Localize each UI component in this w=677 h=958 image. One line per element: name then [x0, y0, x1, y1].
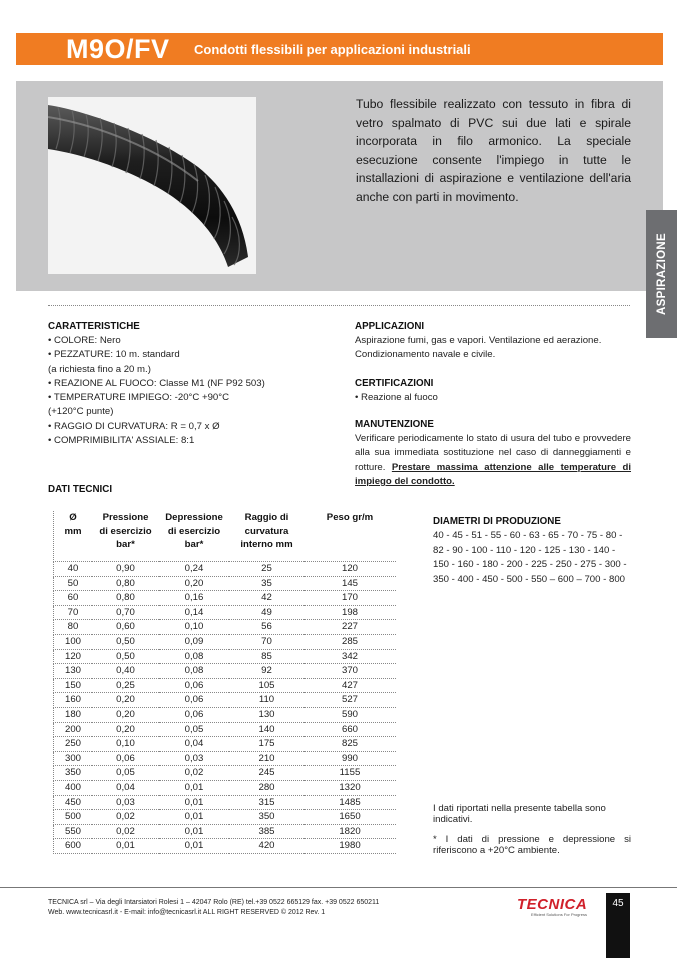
- table-row: [54, 649, 397, 664]
- table-cell: 400: [54, 780, 93, 795]
- table-cell: 280: [229, 780, 304, 795]
- dati-tecnici-section: [48, 483, 112, 497]
- table-cell: 175: [229, 737, 304, 752]
- table-row: [54, 693, 397, 708]
- table-row: [54, 620, 397, 635]
- table-cell: 0,01: [159, 824, 229, 839]
- applicazioni-section: [355, 320, 631, 363]
- table-cell: 0,04: [159, 737, 229, 752]
- table-cell: 0,03: [92, 795, 159, 810]
- table-row: [54, 664, 397, 679]
- table-cell: 0,05: [159, 722, 229, 737]
- table-cell: 0,20: [92, 693, 159, 708]
- column-header-weight: Peso gr/m: [304, 511, 396, 562]
- table-cell: 0,05: [92, 766, 159, 781]
- table-row: [54, 591, 397, 606]
- table-cell: 527: [304, 693, 396, 708]
- table-cell: 0,08: [159, 664, 229, 679]
- table-cell: 0,09: [159, 634, 229, 649]
- certificazioni-title: CERTIFICAZIONI: [355, 378, 434, 389]
- list-item: (+120°C punte): [48, 406, 114, 418]
- hose-image-icon: [48, 97, 256, 274]
- table-cell: 1320: [304, 780, 396, 795]
- column-header-diameter: Ø mm: [54, 511, 93, 562]
- table-cell: 170: [304, 591, 396, 606]
- table-cell: 120: [54, 649, 93, 664]
- caratteristiche-title: CARATTERISTICHE: [48, 321, 140, 332]
- table-cell: 42: [229, 591, 304, 606]
- table-cell: 0,06: [159, 707, 229, 722]
- footer-address: TECNICA srl – Via degli Intarsiatori Rolesi 1 – 42047 Rolo (RE) tel.+39 0522 665129 fax. +39 0522 650211: [48, 899, 380, 906]
- table-cell: 145: [304, 576, 396, 591]
- table-cell: 0,60: [92, 620, 159, 635]
- applicazioni-text: Aspirazione fumi, gas e vapori. Ventilazione ed aerazione. Condizionamento navale e civile.: [355, 335, 602, 361]
- table-body: [54, 562, 397, 854]
- table-cell: 0,20: [92, 707, 159, 722]
- note-pressure: * I dati di pressione e depressione si riferiscono a +20°C ambiente.: [433, 834, 631, 856]
- product-description: Tubo flessibile realizzato con tessuto in fibra di vetro spalmato di PVC sui due lati e spirale incorporata in filo armonico. La speciale esecuzione consente l'impiego in tutte le installazioni di aspirazione e ventilazione dell'aria anche con parti in movimento.: [356, 97, 631, 204]
- section-tab-label: ASPIRAZIONE: [655, 233, 668, 315]
- table-cell: 315: [229, 795, 304, 810]
- table-cell: 110: [229, 693, 304, 708]
- table-row: [54, 839, 397, 854]
- manutenzione-text: [355, 432, 631, 489]
- table-row: [54, 634, 397, 649]
- table-cell: 450: [54, 795, 93, 810]
- table-row: [54, 824, 397, 839]
- table-cell: 70: [54, 605, 93, 620]
- table-row: [54, 722, 397, 737]
- table-cell: 0,20: [92, 722, 159, 737]
- caratteristiche-list: [48, 334, 308, 448]
- table-cell: 70: [229, 634, 304, 649]
- table-cell: 0,02: [159, 766, 229, 781]
- table-cell: 92: [229, 664, 304, 679]
- list-item: • RAGGIO DI CURVATURA: R = 0,7 x Ø: [48, 420, 220, 432]
- table-row: [54, 562, 397, 577]
- table-cell: 120: [304, 562, 396, 577]
- table-cell: 350: [54, 766, 93, 781]
- list-item: • PEZZATURE: 10 m. standard: [48, 349, 180, 361]
- table-cell: 0,70: [92, 605, 159, 620]
- manutenzione-title: MANUTENZIONE: [355, 419, 434, 430]
- table-cell: 180: [54, 707, 93, 722]
- table-cell: 35: [229, 576, 304, 591]
- list-item: (a richiesta fino a 20 m.): [48, 363, 151, 375]
- table-cell: 0,01: [159, 780, 229, 795]
- table-cell: 0,01: [92, 839, 159, 854]
- footer-web: Web. www.tecnicasrl.it - E-mail: info@tecnicasrl.it ALL RIGHT RESERVED © 2012 Rev. 1: [48, 909, 326, 916]
- table-cell: 80: [54, 620, 93, 635]
- table-cell: 385: [229, 824, 304, 839]
- table-cell: 0,02: [92, 810, 159, 825]
- table-cell: 0,20: [159, 576, 229, 591]
- table-cell: 500: [54, 810, 93, 825]
- table-cell: 0,01: [159, 795, 229, 810]
- logo-tagline: Efficient Solutions For Progress: [531, 912, 587, 917]
- column-header-pressure: Pressione di esercizio bar*: [92, 511, 159, 562]
- certificazioni-text: • Reazione al fuoco: [355, 392, 438, 403]
- list-item: • COLORE: Nero: [48, 335, 121, 346]
- table-cell: 50: [54, 576, 93, 591]
- table-cell: 0,02: [92, 824, 159, 839]
- table-cell: 0,01: [159, 839, 229, 854]
- product-subtitle: Condotti flessibili per applicazioni industriali: [194, 42, 471, 57]
- table-cell: 300: [54, 751, 93, 766]
- notes-section: [433, 804, 631, 856]
- table-cell: 1980: [304, 839, 396, 854]
- table-cell: 550: [54, 824, 93, 839]
- footer-contacts: [48, 898, 379, 918]
- table-cell: 427: [304, 678, 396, 693]
- table-row: [54, 751, 397, 766]
- table-cell: 0,80: [92, 591, 159, 606]
- table-cell: 0,90: [92, 562, 159, 577]
- table-cell: 85: [229, 649, 304, 664]
- table-cell: 130: [229, 707, 304, 722]
- intro-panel: [16, 81, 663, 291]
- table-cell: 0,80: [92, 576, 159, 591]
- table-cell: 245: [229, 766, 304, 781]
- applicazioni-title: APPLICAZIONI: [355, 321, 425, 332]
- table-cell: 60: [54, 591, 93, 606]
- page-number: 45: [606, 893, 630, 958]
- table-cell: 0,10: [92, 737, 159, 752]
- table-cell: 342: [304, 649, 396, 664]
- table-cell: 0,16: [159, 591, 229, 606]
- table-cell: 0,50: [92, 649, 159, 664]
- manutenzione-section: [355, 418, 631, 489]
- table-cell: 25: [229, 562, 304, 577]
- caratteristiche-section: [48, 320, 308, 448]
- table-cell: 0,50: [92, 634, 159, 649]
- table-cell: 0,06: [159, 693, 229, 708]
- table-row: [54, 766, 397, 781]
- table-cell: 130: [54, 664, 93, 679]
- hose-photo: [48, 97, 256, 274]
- note-indicative: I dati riportati nella presente tabella sono indicativi.: [433, 803, 606, 825]
- table-cell: 160: [54, 693, 93, 708]
- logo-word: TECNICA: [517, 896, 588, 913]
- table-cell: 1820: [304, 824, 396, 839]
- table-cell: 150: [54, 678, 93, 693]
- table-row: [54, 576, 397, 591]
- column-header-radius: Raggio di curvatura interno mm: [229, 511, 304, 562]
- table-cell: 1155: [304, 766, 396, 781]
- table-cell: 825: [304, 737, 396, 752]
- table-row: [54, 707, 397, 722]
- table-cell: 1485: [304, 795, 396, 810]
- table-cell: 350: [229, 810, 304, 825]
- technical-data-table: [53, 511, 396, 854]
- table-cell: 140: [229, 722, 304, 737]
- table-cell: 100: [54, 634, 93, 649]
- table-cell: 590: [304, 707, 396, 722]
- table-cell: 0,04: [92, 780, 159, 795]
- list-item: • TEMPERATURE IMPIEGO: -20°C +90°C: [48, 392, 230, 404]
- table-row: [54, 678, 397, 693]
- product-code: M9O/FV: [66, 34, 170, 64]
- table-cell: 0,06: [92, 751, 159, 766]
- table-cell: 370: [304, 664, 396, 679]
- dati-tecnici-title: DATI TECNICI: [48, 484, 113, 495]
- table-cell: 0,06: [159, 678, 229, 693]
- table-cell: 56: [229, 620, 304, 635]
- table-cell: 227: [304, 620, 396, 635]
- title-bar: [16, 33, 663, 65]
- table-cell: 0,08: [159, 649, 229, 664]
- table-cell: 0,25: [92, 678, 159, 693]
- table-cell: 198: [304, 605, 396, 620]
- table-cell: 49: [229, 605, 304, 620]
- table-cell: 0,40: [92, 664, 159, 679]
- table-header-row: [54, 511, 397, 562]
- list-item: • COMPRIMIBILITA' ASSIALE: 8:1: [48, 435, 195, 447]
- table-cell: 285: [304, 634, 396, 649]
- table-cell: 420: [229, 839, 304, 854]
- table-row: [54, 605, 397, 620]
- table-cell: 0,24: [159, 562, 229, 577]
- table-cell: 40: [54, 562, 93, 577]
- diametri-list: 40 - 45 - 51 - 55 - 60 - 63 - 65 - 70 - 75 - 80 - 82 - 90 - 100 - 110 - 120 - 125 - 130 - 140 - 150 - 160 - 180 - 200 - 225 - 250 - 275 - 300 - 350 - 400 - 450 - 500 - 550 – 600 – 700 - 800: [433, 530, 627, 585]
- column-header-depression: Depressione di esercizio bar*: [159, 511, 229, 562]
- section-tab-aspirazione: [646, 210, 677, 338]
- table-cell: 0,03: [159, 751, 229, 766]
- table-cell: 0,01: [159, 810, 229, 825]
- table-cell: 0,10: [159, 620, 229, 635]
- table-row: [54, 810, 397, 825]
- table-cell: 250: [54, 737, 93, 752]
- tecnica-logo: [517, 897, 597, 921]
- table-cell: 210: [229, 751, 304, 766]
- table-cell: 660: [304, 722, 396, 737]
- table-cell: 1650: [304, 810, 396, 825]
- table-cell: 200: [54, 722, 93, 737]
- table-cell: 0,14: [159, 605, 229, 620]
- diametri-section: [433, 515, 631, 587]
- manutenzione-body: Verificare periodicamente lo stato di usura del tubo e provvedere alla sua immediata sostituzione nel caso di danneggiamenti e rotture.: [355, 433, 631, 473]
- table-row: [54, 737, 397, 752]
- table-row: [54, 780, 397, 795]
- dotted-separator: [48, 305, 630, 306]
- certificazioni-section: [355, 377, 631, 405]
- table-cell: 990: [304, 751, 396, 766]
- table-cell: 600: [54, 839, 93, 854]
- table-row: [54, 795, 397, 810]
- manutenzione-emphasis: Prestare massima attenzione alle temperature di impiego del condotto.: [355, 461, 632, 487]
- table-cell: 105: [229, 678, 304, 693]
- diametri-title: DIAMETRI DI PRODUZIONE: [433, 516, 561, 527]
- footer-divider: [0, 887, 677, 888]
- list-item: • REAZIONE AL FUOCO: Classe M1 (NF P92 503): [48, 377, 265, 389]
